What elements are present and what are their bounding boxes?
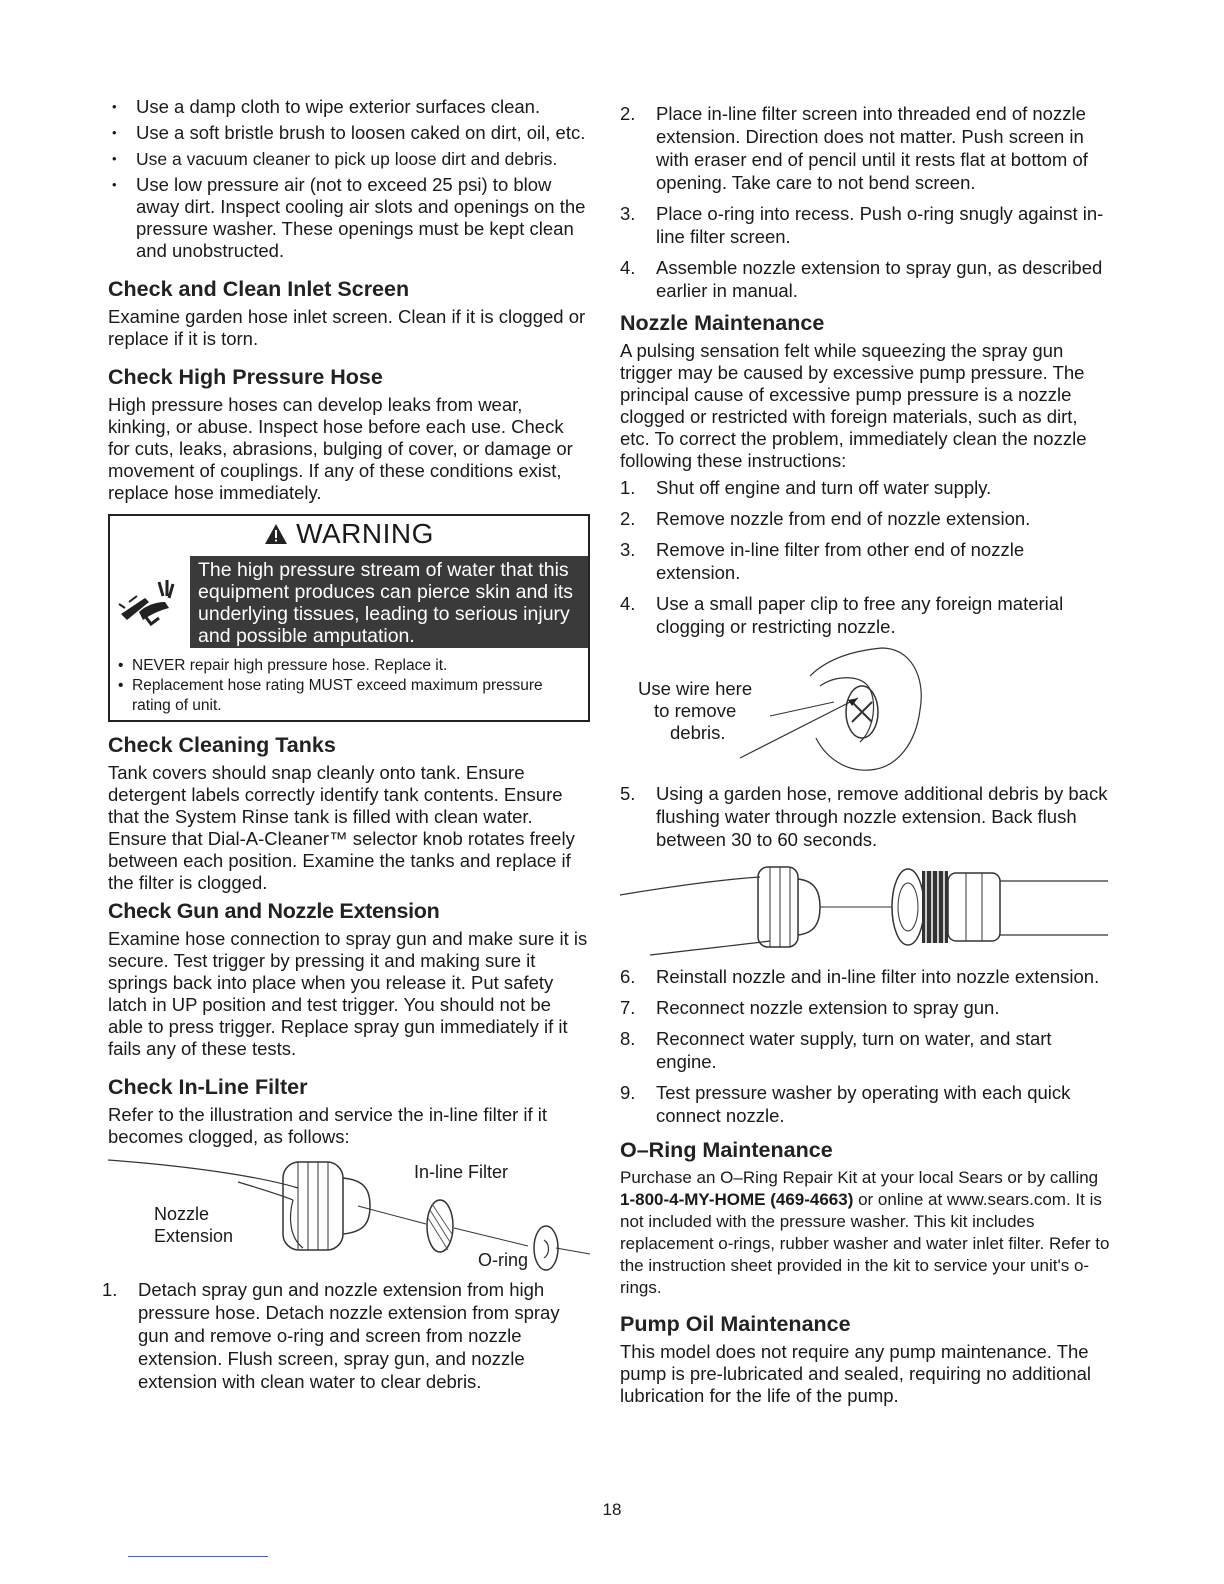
hose-heading: Check High Pressure Hose (108, 365, 383, 389)
filter-steps-continued (620, 102, 1110, 302)
pump-heading: Pump Oil Maintenance (620, 1312, 851, 1336)
inlet-heading: Check and Clean Inlet Screen (108, 277, 410, 301)
list-item: • Use a vacuum cleaner to pick up loose dirt and debris. (108, 148, 590, 170)
left-column (102, 96, 590, 1401)
inlet-text: Examine garden hose inlet screen. Clean if it is clogged or replace if it is torn. (108, 306, 586, 349)
filter-heading: Check In-Line Filter (108, 1075, 308, 1099)
label-inline-filter: In-line Filter (414, 1162, 509, 1182)
hose-text: High pressure hoses can develop leaks from wear, kinking, or abuse. Inspect hose before each use. Check for cuts, leaks, abrasions, bulging of cover, or damage or movement of couplings. If any of these conditions exist, replace hose immediately. (108, 394, 573, 503)
gun-text: Examine hose connection to spray gun and make sure it is secure. Test trigger by pressing it and making sure it springs back into place when you release it. Put safety latch in UP position and test trigger. You should not be able to press trigger. Replace spray gun immediately if it fails any of these tests. (108, 928, 588, 1059)
list-item: 7. Reconnect nozzle extension to spray gun. (620, 997, 1000, 1018)
list-item: 3. Place o-ring into recess. Push o-ring snugly against in-line filter screen. (620, 203, 1104, 247)
label-debris: debris. (670, 722, 726, 743)
nozzle-text: A pulsing sensation felt while squeezing the spray gun trigger may be caused by excessive pump pressure. The principal cause of excessive pump pressure is a nozzle clogged or restricted with foreign materials, such as dirt, etc. To correct the problem, immediately clean the nozzle following these instructions: (620, 340, 1087, 471)
label-nozzle: Nozzle (154, 1204, 210, 1224)
list-item: 4. Use a small paper clip to free any foreign material clogging or restricting nozzle. (620, 593, 1064, 637)
gun-heading: Check Gun and Nozzle Extension (108, 899, 440, 923)
reassembly-steps (620, 965, 1110, 1127)
list-item: 1. Shut off engine and turn off water supply. (620, 477, 992, 498)
oring-heading: O–Ring Maintenance (620, 1138, 833, 1162)
list-item: 4. Assemble nozzle extension to spray gun, as described earlier in manual. (620, 257, 1103, 301)
filter-steps (102, 1278, 590, 1393)
nozzle-heading: Nozzle Maintenance (620, 311, 825, 335)
cleaning-bullets (108, 96, 590, 262)
nozzle-wire-illustration (620, 646, 1110, 774)
oring-text: Purchase an O–Ring Repair Kit at your local Sears or by calling 1-800-4-MY-HOME (469-4663) or online at www.sears.com. It is not included with the pressure washer. This kit includes replacement o-rings, rubber washer and water inlet filter. Refer to the instruction sheet provided in the kit to service your unit's o-rings. (620, 1168, 1110, 1297)
list-item: 5. Using a garden hose, remove additional debris by back flushing water through nozzle extension. Back flush between 30 to 60 seconds. (620, 783, 1108, 850)
footer-divider (128, 1556, 268, 1557)
page-number: 18 (602, 1500, 622, 1519)
inline-filter-illustration (108, 1148, 590, 1276)
sears-phone-number: 1-800-4-MY-HOME (469-4663) (620, 1190, 854, 1209)
right-column (620, 102, 1110, 1407)
list-item: 3. Remove in-line filter from other end of nozzle extension. (620, 539, 1025, 583)
label-use-wire: Use wire here (638, 678, 753, 699)
label-oring: O-ring (478, 1250, 529, 1270)
list-item: • NEVER repair high pressure hose. Replace it. (116, 656, 582, 676)
warning-message: The high pressure stream of water that this equipment produces can pierce skin and its underlying tissues, leading to serious injury and possible amputation. (198, 559, 574, 647)
list-item: • Replacement hose rating MUST exceed maximum pressure rating of unit. (116, 676, 582, 716)
list-item: 2. Remove nozzle from end of nozzle extension. (620, 508, 1031, 529)
warning-list (110, 648, 588, 720)
hand-injury-icon (110, 556, 190, 648)
list-item: 1. Detach spray gun and nozzle extension from high pressure hose. Detach nozzle extension from spray gun and remove o-ring and screen from nozzle extension. Flush screen, spray gun, and nozzle extension with clean water to clear debris. (102, 1279, 560, 1392)
label-extension: Extension (154, 1226, 234, 1246)
filter-text: Refer to the illustration and service the in-line filter if it becomes clogged, as follows: (108, 1104, 548, 1147)
label-to-remove: to remove (654, 700, 737, 721)
list-item: 2. Place in-line filter screen into threaded end of nozzle extension. Direction does not matter. Push screen in with eraser end of pencil until it rests flat at bottom of opening. Take care to not bend screen. (620, 103, 1088, 193)
list-item: 6. Reinstall nozzle and in-line filter into nozzle extension. (620, 966, 1100, 987)
flush-steps (620, 782, 1110, 851)
warning-message-band (110, 556, 588, 648)
warning-box (108, 514, 590, 722)
list-item: 8. Reconnect water supply, turn on water, and start engine. (620, 1028, 1052, 1072)
list-item: • Use a damp cloth to wipe exterior surfaces clean. (108, 96, 590, 118)
list-item: 9. Test pressure washer by operating with each quick connect nozzle. (620, 1082, 1071, 1126)
list-item: • Use low pressure air (not to exceed 25 psi) to blow away dirt. Inspect cooling air slots and openings on the pressure washer. These openings must be kept clean and unobstructed. (108, 174, 590, 262)
warning-triangle-icon (264, 520, 288, 552)
back-flush-illustration (620, 859, 1110, 959)
nozzle-steps (620, 476, 1110, 638)
pump-text: This model does not require any pump maintenance. The pump is pre-lubricated and sealed, requiring no additional lubrication for the life of the pump. (620, 1341, 1092, 1406)
tanks-heading: Check Cleaning Tanks (108, 733, 336, 757)
warning-title: WARNING (110, 516, 588, 556)
list-item: • Use a soft bristle brush to loosen caked on dirt, oil, etc. (108, 122, 590, 144)
hose-coupling-diagram (620, 859, 1110, 959)
tanks-text: Tank covers should snap cleanly onto tank. Ensure detergent labels correctly identify tank contents. Ensure that the System Rinse tank is filled with clean water. Ensure that Dial-A-Cleaner™ selector knob rotates freely between each position. Examine the tanks and replace if the filter is clogged. (108, 762, 575, 893)
